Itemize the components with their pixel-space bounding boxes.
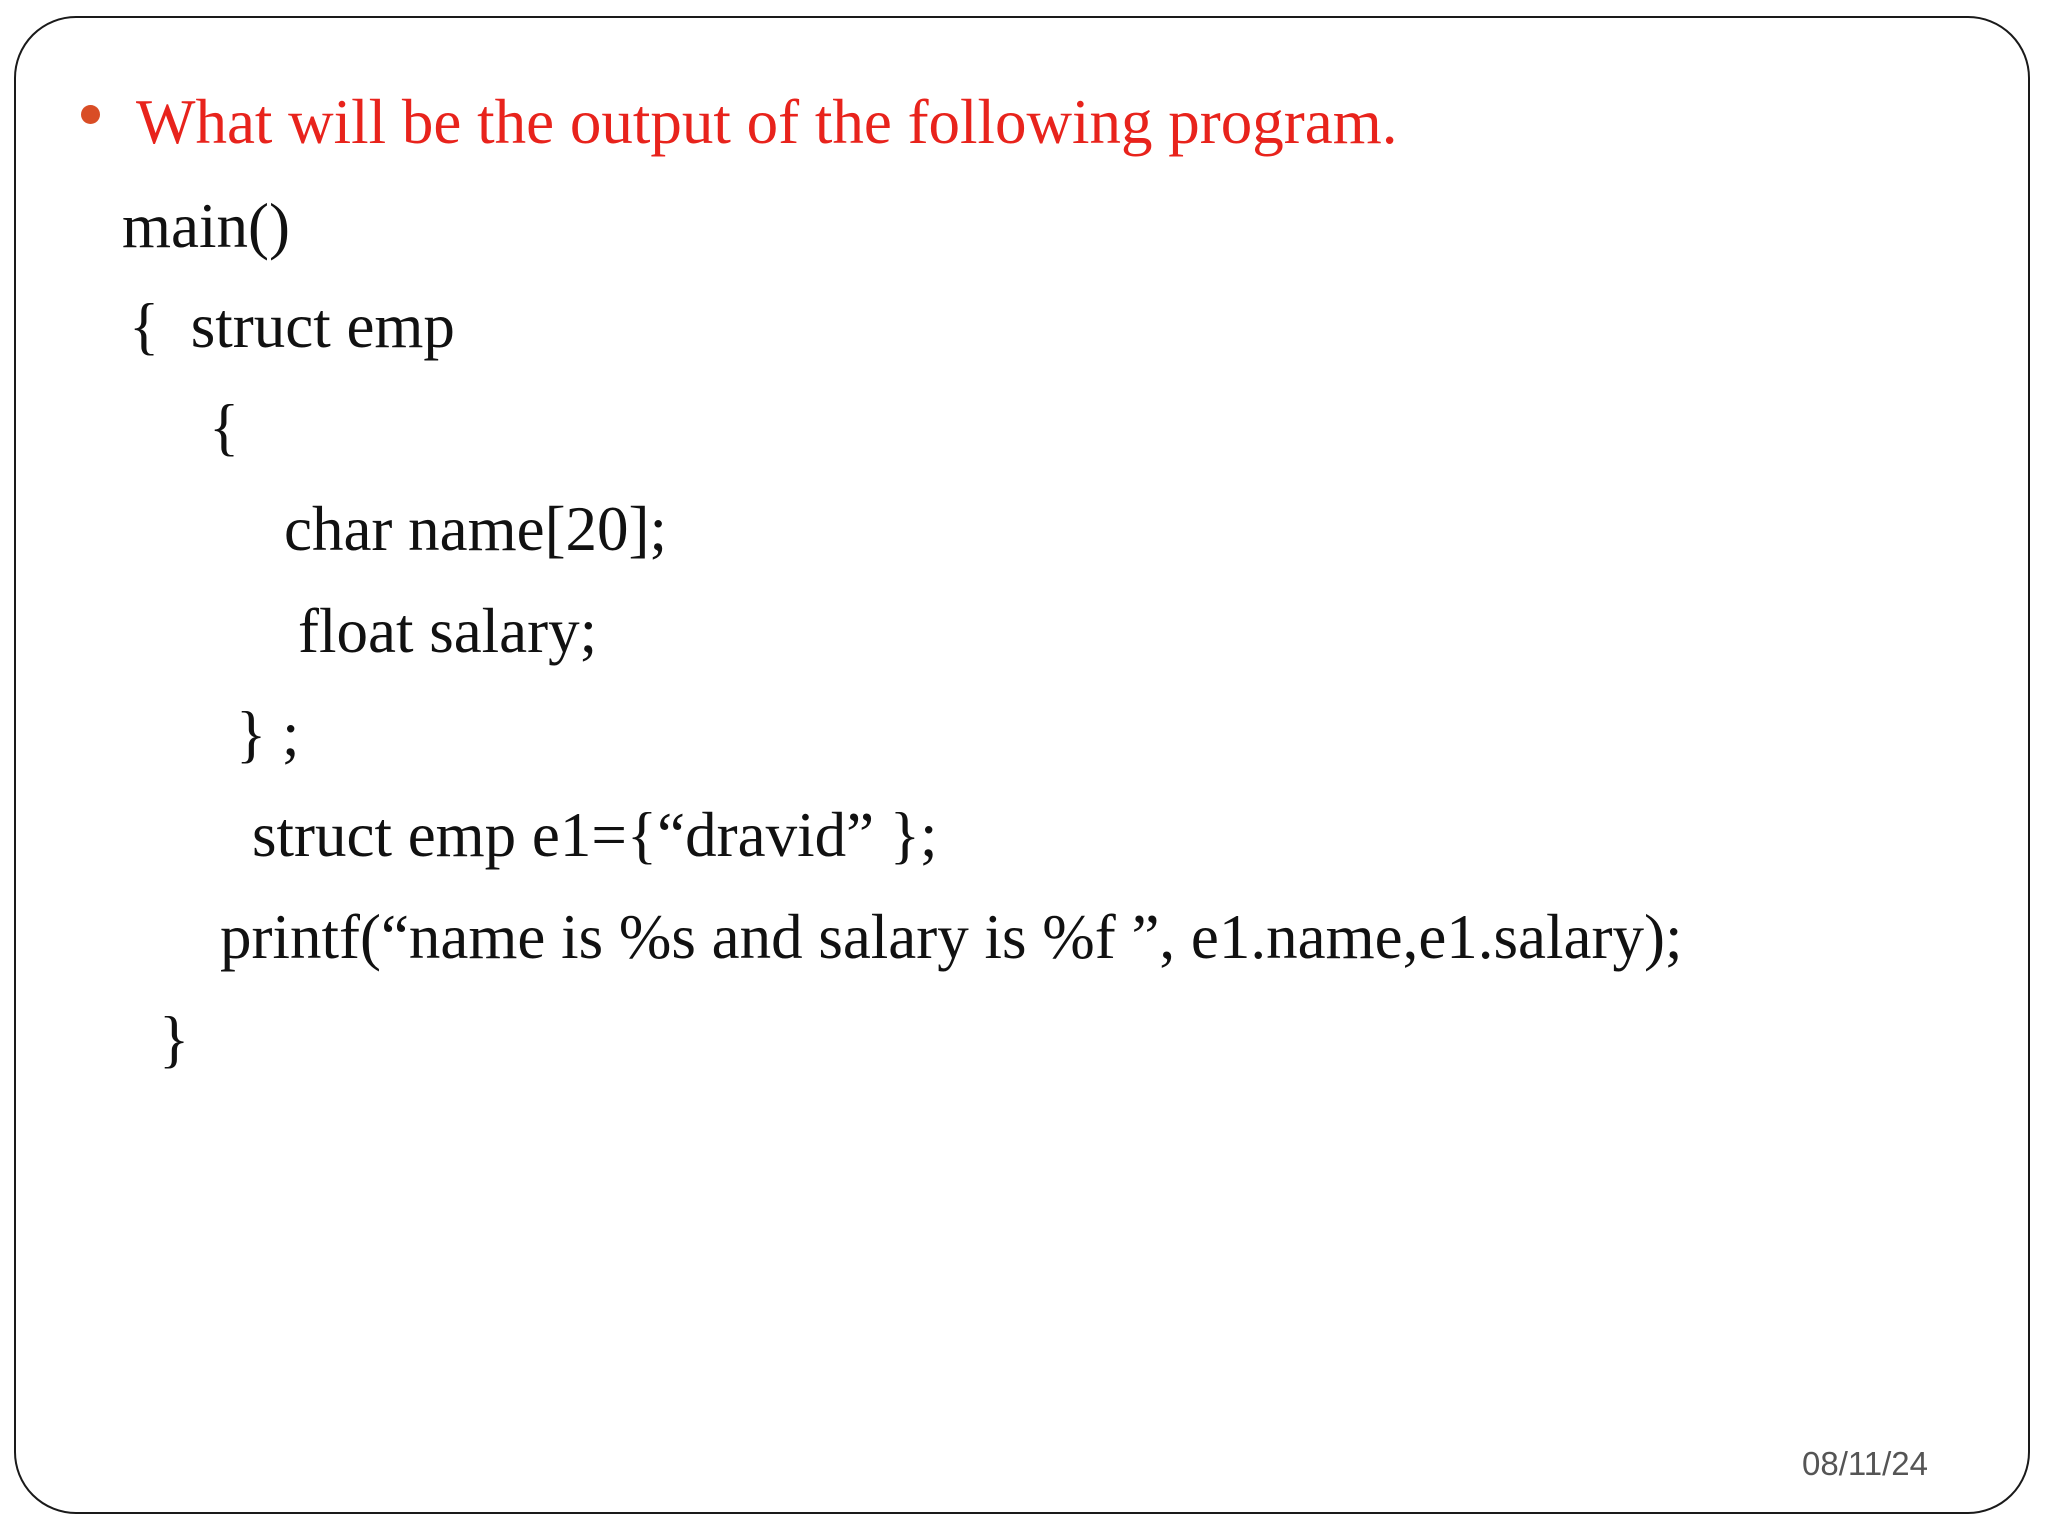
- code-line-close-brace: } ;: [236, 699, 300, 769]
- code-line-open-brace: {: [209, 392, 240, 462]
- code-line-float-salary: float salary;: [298, 596, 598, 666]
- code-line-end-brace: }: [159, 1004, 190, 1074]
- code-line-char-name: char name[20];: [284, 494, 668, 564]
- code-line-struct-emp: { struct emp: [129, 291, 455, 361]
- bullet-dot-icon: [81, 105, 100, 124]
- code-line-struct-e1: struct emp e1={“dravid” };: [252, 800, 938, 870]
- code-line-main: main(): [122, 191, 290, 261]
- slide-date: 08/11/24: [1802, 1445, 1929, 1482]
- code-line-printf: printf(“name is %s and salary is %f ”, e1.name,e1.salary);: [220, 902, 1683, 972]
- slide-frame: [14, 16, 2030, 1514]
- question-heading: What will be the output of the following program.: [136, 87, 1398, 157]
